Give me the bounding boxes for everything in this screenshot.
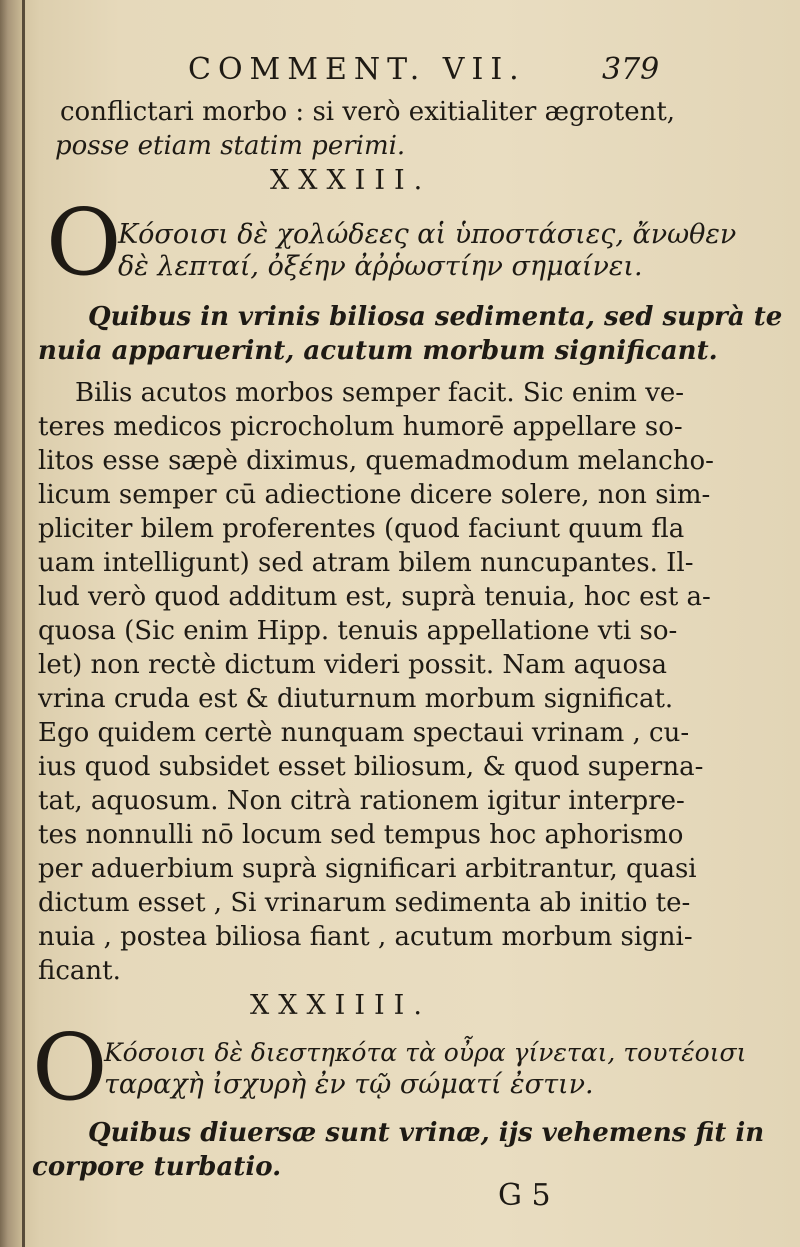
- commentary-line: vrina cruda est & diuturnum morbum significat.: [38, 684, 674, 714]
- aphorism-numeral: XXXIII.: [270, 165, 432, 196]
- commentary-line: quosa (Sic enim Hipp. tenuis appellatione vti so-: [38, 616, 678, 646]
- text-line: conflictari morbo : si verò exitialiter ægrotent,: [60, 97, 676, 127]
- commentary-line: Bilis acutos morbos semper facit. Sic enim ve-: [75, 378, 685, 408]
- latin-translation-line: Quibus in vrinis biliosa sedimenta, sed suprà te: [88, 302, 783, 332]
- greek-line: δὲ λεπταί, ὀξέην ἀῤῥωστίην σημαίνει.: [118, 251, 643, 282]
- running-head: COMMENT. VII.: [188, 52, 526, 87]
- commentary-line: pliciter bilem proferentes (quod faciunt quum fla: [38, 514, 685, 544]
- page-header: [188, 52, 688, 92]
- commentary-line: dictum esset , Si vrinarum sedimenta ab initio te-: [38, 888, 691, 918]
- greek-line: Κόσοισι δὲ διεστηκότα τὰ οὖρα γίνεται, τουτέοισι: [104, 1038, 747, 1067]
- commentary-line: tes nonnulli nō locum sed tempus hoc aphorismo: [38, 820, 684, 850]
- commentary-line: licum semper cū adiectione dicere solere, non sim-: [38, 480, 711, 510]
- commentary-line: nuia , postea biliosa fiant , acutum morbum signi-: [38, 922, 693, 952]
- text-line: posse etiam statim perimi.: [55, 131, 406, 161]
- latin-translation-line: corpore turbatio.: [32, 1152, 282, 1182]
- latin-translation-line: Quibus diuersæ sunt vrinæ, ijs vehemens fit in: [88, 1118, 765, 1148]
- commentary-line: uam intelligunt) sed atram bilem nuncupantes. Il-: [38, 548, 694, 578]
- commentary-line: teres medicos picrocholum humorē appellare so-: [38, 412, 683, 442]
- commentary-line: per aduerbium suprà significari arbitrantur, quasi: [38, 854, 697, 884]
- greek-line: Κόσοισι δὲ χολώδεες αἱ ὑποστάσιες, ἄνωθεν: [118, 219, 737, 250]
- commentary-line: tat, aquosum. Non citrà rationem igitur interpre-: [38, 786, 685, 816]
- commentary-line: litos esse sæpè diximus, quemadmodum melancho-: [38, 446, 714, 476]
- signature-mark: G 5: [498, 1178, 551, 1213]
- latin-translation-line: nuia apparuerint, acutum morbum significant.: [38, 336, 718, 366]
- page-number: 379: [602, 52, 660, 87]
- commentary-line: let) non rectè dictum videri possit. Nam aquosa: [38, 650, 667, 680]
- greek-line: ταραχὴ ἰσχυρὴ ἐν τῷ σώματί ἐστιν.: [104, 1069, 594, 1100]
- drop-cap: O: [46, 189, 122, 296]
- drop-cap: O: [32, 1014, 108, 1121]
- commentary-line: ficant.: [38, 956, 121, 986]
- commentary-line: lud verò quod additum est, suprà tenuia, hoc est a-: [38, 582, 711, 612]
- aphorism-numeral: XXXIIII.: [250, 990, 431, 1021]
- binding-edge: [22, 0, 25, 1247]
- commentary-line: ius quod subsidet esset biliosum, & quod superna-: [38, 752, 704, 782]
- commentary-line: Ego quidem certè nunquam spectaui vrinam , cu-: [38, 718, 690, 748]
